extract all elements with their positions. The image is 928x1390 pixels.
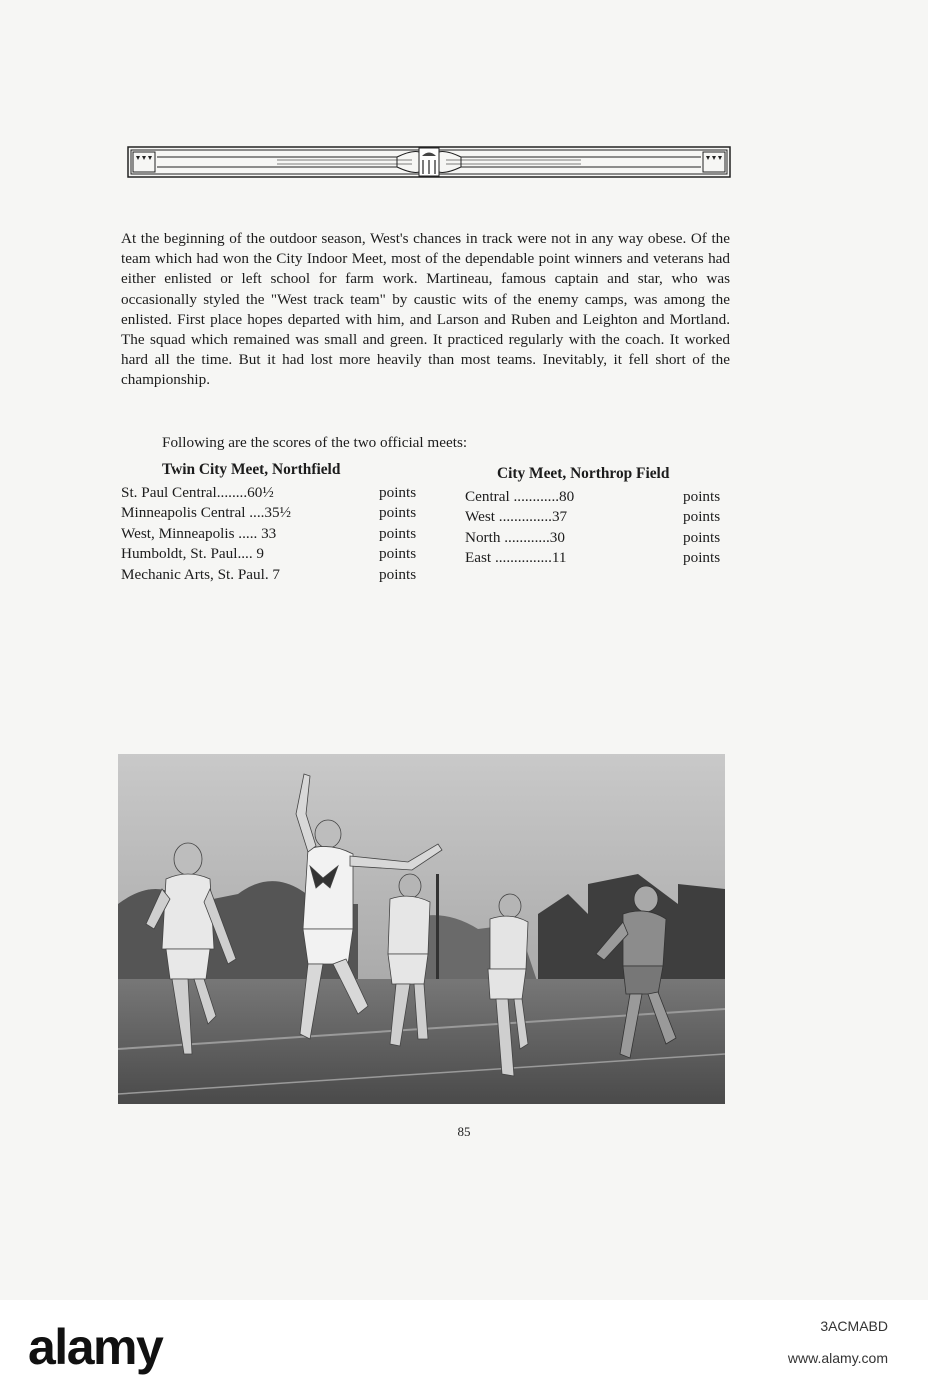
score-unit: points bbox=[683, 549, 721, 567]
score-row bbox=[121, 524, 433, 544]
twin-city-meet-table bbox=[121, 461, 433, 585]
score-row bbox=[465, 487, 735, 507]
scores-intro: Following are the scores of the two official meets: bbox=[162, 434, 468, 451]
score-label: West, Minneapolis ..... 33 bbox=[121, 524, 277, 542]
score-unit: points bbox=[379, 524, 417, 542]
score-row bbox=[121, 483, 433, 503]
score-unit: points bbox=[379, 504, 417, 522]
twin-city-meet-title: Twin City Meet, Northfield bbox=[162, 461, 341, 478]
score-unit: points bbox=[379, 484, 417, 501]
score-label: St. Paul Central........60½ bbox=[121, 484, 274, 501]
page-number: 85 bbox=[457, 1124, 471, 1139]
score-label: Minneapolis Central ....35½ bbox=[121, 504, 291, 522]
body-paragraph: At the beginning of the outdoor season, West's chances in track were not in any way obese. Of the team which had won the City Indoor Meet, most of the dependable point winners and veterans had either enlisted or left school for farm work. Martineau, famous captain and star, who was occasionally styled the "West track team" by caustic wits of the enemy camps, was among the enlisted. First place hopes departed with him, and Larson and Ruben and Leighton and Mortland. The squad which remained was small and green. It practiced regularly with the coach. It worked hard all the time. But it had lost more heavily than most teams. Inevitably, it fell short of the championship. bbox=[121, 230, 730, 389]
score-row bbox=[121, 503, 433, 523]
alamy-logo: alamy bbox=[28, 1319, 163, 1375]
score-unit: points bbox=[379, 565, 417, 583]
score-row bbox=[465, 548, 735, 568]
decorative-banner bbox=[127, 146, 731, 178]
image-id: 3ACMABD bbox=[820, 1318, 888, 1334]
city-meet-title: City Meet, Northrop Field bbox=[497, 465, 670, 482]
city-meet-table bbox=[465, 465, 735, 569]
score-unit: points bbox=[379, 545, 417, 563]
score-row bbox=[121, 544, 433, 564]
score-row bbox=[121, 565, 433, 585]
score-row bbox=[465, 507, 735, 527]
score-label: East ...............11 bbox=[465, 549, 567, 567]
stock-footer bbox=[0, 1300, 928, 1390]
score-label: North ............30 bbox=[465, 528, 565, 546]
score-label: Humboldt, St. Paul.... 9 bbox=[121, 545, 265, 563]
score-row bbox=[465, 528, 735, 548]
score-label: Central ............80 bbox=[465, 488, 575, 505]
score-unit: points bbox=[683, 488, 721, 505]
track-race-photo bbox=[118, 754, 725, 1104]
score-label: Mechanic Arts, St. Paul. 7 bbox=[121, 565, 281, 583]
footer-url[interactable]: www.alamy.com bbox=[787, 1350, 888, 1366]
score-unit: points bbox=[683, 528, 721, 546]
score-label: West ..............37 bbox=[465, 508, 568, 526]
score-unit: points bbox=[683, 508, 721, 526]
